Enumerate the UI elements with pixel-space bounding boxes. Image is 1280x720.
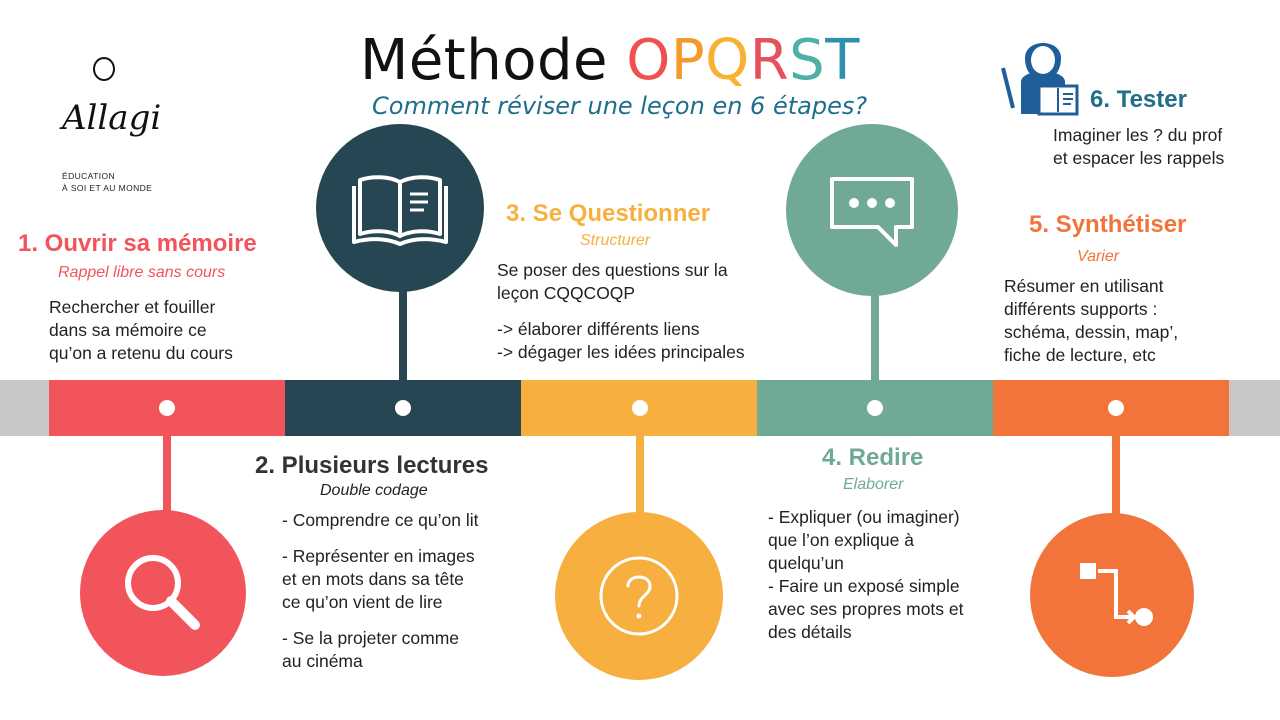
step5-title: 5. Synthétiser xyxy=(1029,211,1187,238)
step5-line: différents supports : xyxy=(1004,299,1158,319)
step3-title: 3. Se Questionner xyxy=(506,200,711,227)
step4-line: des détails xyxy=(768,622,852,642)
timeline-dot-3 xyxy=(632,400,648,416)
page-subtitle: Comment réviser une leçon en 6 étapes? xyxy=(372,92,868,120)
step3-line: leçon CQQCOQP xyxy=(497,283,636,303)
step5-circle xyxy=(1030,513,1194,677)
step4-subtitle: Elaborer xyxy=(843,476,904,493)
stem-5 xyxy=(1112,408,1120,518)
timeline-dot-4 xyxy=(867,400,883,416)
step6-line: Imaginer les ? du prof xyxy=(1053,125,1223,145)
step4-line: avec ses propres mots et xyxy=(768,599,964,619)
step6-title: 6. Tester xyxy=(1090,86,1187,113)
flow-icon xyxy=(1062,545,1162,645)
step3-subtitle: Structurer xyxy=(580,232,651,249)
step4-body xyxy=(768,506,964,644)
step1-subtitle: Rappel libre sans cours xyxy=(58,264,226,281)
step1-body xyxy=(49,296,233,365)
step2-title: 2. Plusieurs lectures xyxy=(255,452,489,479)
step5-line: schéma, dessin, map’, xyxy=(1004,322,1179,342)
step2-line: - Comprendre ce qu’on lit xyxy=(282,510,479,530)
step2-line: au cinéma xyxy=(282,651,363,671)
step4-line: - Faire un exposé simple xyxy=(768,576,960,596)
teacher-icon xyxy=(995,28,1085,118)
speech-bubble-icon xyxy=(822,165,922,255)
step5-line: fiche de lecture, etc xyxy=(1004,345,1156,365)
title-letter-p: P xyxy=(670,28,706,93)
step6-line: et espacer les rappels xyxy=(1053,148,1225,168)
step5-body xyxy=(1004,275,1178,367)
title-prefix: Méthode xyxy=(360,28,608,93)
step2-line: ce qu’on vient de lire xyxy=(282,592,443,612)
step1-line: qu’on a retenu du cours xyxy=(49,343,233,363)
logo-tagline-line: ÉDUCATION xyxy=(62,171,116,181)
title-letter-t: T xyxy=(825,28,860,93)
stem-3 xyxy=(636,408,644,518)
step4-circle xyxy=(786,124,958,296)
step3-line: -> dégager les idées principales xyxy=(497,342,745,362)
step3-circle xyxy=(555,512,723,680)
step5-subtitle: Varier xyxy=(1077,248,1120,265)
step3-line: Se poser des questions sur la xyxy=(497,260,728,280)
step2-line: et en mots dans sa tête xyxy=(282,569,464,589)
title-letter-o: O xyxy=(626,28,671,93)
logo-circle-icon xyxy=(93,57,115,81)
logo-tagline xyxy=(62,170,152,194)
timeline-dot-5 xyxy=(1108,400,1124,416)
step1-circle xyxy=(80,510,246,676)
step1-line: Rechercher et fouiller xyxy=(49,297,216,317)
title-letter-q: Q xyxy=(705,28,750,93)
step4-line: quelqu’un xyxy=(768,553,844,573)
stem-1 xyxy=(163,408,171,518)
logo-name: Allagi xyxy=(62,98,162,138)
stem-2 xyxy=(399,280,407,408)
stem-4 xyxy=(871,280,879,408)
step2-circle xyxy=(316,124,484,292)
search-icon xyxy=(113,543,213,643)
title-letter-s: S xyxy=(789,28,826,93)
page-title xyxy=(360,28,860,93)
timeline-dot-1 xyxy=(159,400,175,416)
step4-title: 4. Redire xyxy=(822,444,924,471)
book-icon xyxy=(350,168,450,248)
step1-line: dans sa mémoire ce xyxy=(49,320,207,340)
step2-subtitle: Double codage xyxy=(320,482,428,499)
step2-body xyxy=(282,509,478,673)
step4-line: que l’on explique à xyxy=(768,530,914,550)
step5-line: Résumer en utilisant xyxy=(1004,276,1164,296)
step3-body xyxy=(497,259,745,364)
question-icon xyxy=(591,548,687,644)
step2-line: - Se la projeter comme xyxy=(282,628,460,648)
timeline-dot-2 xyxy=(395,400,411,416)
step1-title: 1. Ouvrir sa mémoire xyxy=(18,230,257,257)
step4-line: - Expliquer (ou imaginer) xyxy=(768,507,960,527)
step2-line: - Représenter en images xyxy=(282,546,475,566)
logo-tagline-line: À SOI ET AU MONDE xyxy=(62,183,153,193)
step6-body xyxy=(1053,124,1224,170)
step3-line: -> élaborer différents liens xyxy=(497,319,700,339)
title-letter-r: R xyxy=(749,28,790,93)
